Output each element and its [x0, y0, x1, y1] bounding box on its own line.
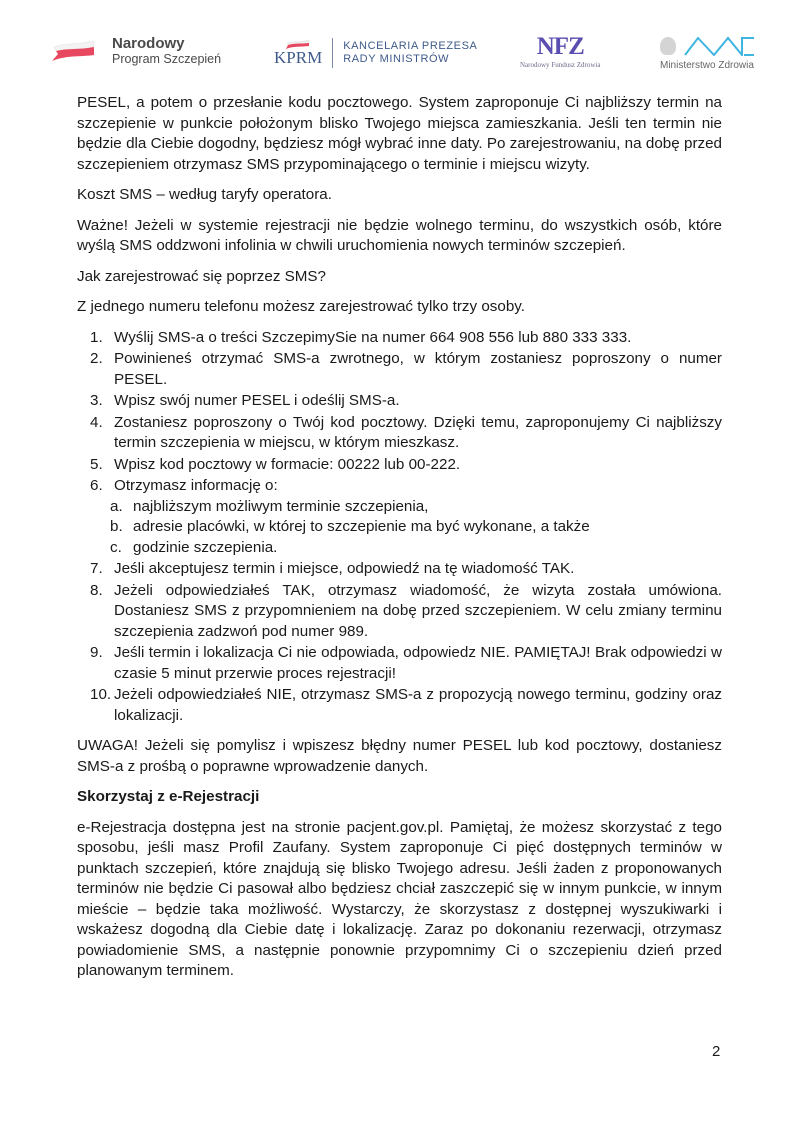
list-item: 4. Zostaniesz poproszony o Twój kod pocztowy. Dzięki temu, zaproponujemy Ci najbliższy termin szczepienia w miejscu, w którym mieszkasz. [90, 413, 722, 451]
limit-paragraph: Z jednego numeru telefonu możesz zarejestrować tylko trzy osoby. [77, 298, 525, 315]
list-item: 5. Wpisz kod pocztowy w formacie: 00222 lub 00-222. [90, 455, 461, 473]
logo-subtitle: Program Szczepień [112, 52, 222, 66]
logo-nfz [520, 34, 601, 70]
list-item: 2. Powinieneś otrzymać SMS-a zwrotnego, w którym zostaniesz poproszony o numer PESEL. [90, 350, 722, 388]
divider [332, 38, 333, 68]
logo-ministerstwo-zdrowia [660, 36, 756, 72]
document-body [77, 93, 722, 992]
logo-narodowy-program-szczepien [50, 35, 221, 67]
nfz-subtitle: Narodowy Fundusz Zdrowia [520, 61, 601, 69]
list-item: 1. Wyślij SMS-a o treści SzczepimySie na numer 664 908 556 lub 880 333 333. [90, 328, 632, 346]
sub-list-item: a. najbliższym możliwym terminie szczepienia, [110, 497, 429, 515]
list-item: 8. Jeżeli odpowiedziałeś TAK, otrzymasz wiadomość, że wizyta została umówiona. Dostaniesz SMS z przypomnieniem na dobę przed szczepieniem. W celu zmiany terminu szczepienia zadzwoń pod numer 989. [90, 581, 722, 640]
mz-subtitle: Ministerstwo Zdrowia [660, 60, 754, 71]
nfz-mark: NFZ [536, 33, 584, 60]
section-heading: Skorzystaj z e-Rejestracji [77, 788, 260, 805]
list-item: 9. Jeśli termin i lokalizacja Ci nie odpowiada, odpowiedz NIE. PAMIĘTAJ! Brak odpowiedzi w czasie 5 minut przerwie proces rejestracji! [90, 644, 722, 682]
sub-list [77, 497, 722, 559]
kprm-mark: KPRM [274, 48, 323, 67]
logo-title: Narodowy [112, 35, 185, 52]
eagle-emblem-icon [660, 37, 676, 55]
registration-steps-list [77, 328, 722, 727]
page-header [0, 0, 800, 86]
list-item: 6. Otrzymasz informację o: a. najbliższym możliwym terminie szczepienia, b. adresie placówki, w której to szczepienie ma być wykonane, a także c. godzinie szczepienia. [77, 476, 722, 558]
kprm-line-2: RADY MINISTRÓW [343, 53, 450, 65]
how-to-paragraph: Jak zarejestrować się poprzez SMS? [77, 267, 327, 285]
logo-kprm [274, 38, 477, 68]
list-item: 10. Jeżeli odpowiedziałeś NIE, otrzymasz SMS-a z propozycją nowego terminu, godziny oraz lokalizacji. [90, 686, 722, 724]
page-number: 2 [712, 1043, 721, 1060]
warning-paragraph: UWAGA! Jeżeli się pomylisz i wpiszesz błędny numer PESEL lub kod pocztowy, dostaniesz SMS-a z prośbą o poprawne wprowadzenie danych. [77, 737, 722, 775]
polish-flag-icon [50, 39, 98, 63]
important-paragraph: Ważne! Jeżeli w systemie rejestracji nie będzie wolnego terminu, do wszystkich osób, które wyślą SMS oddzwoni infolinia w chwili uruchomienia nowych terminów szczepień. [77, 216, 722, 254]
mz-zigzag-icon [684, 36, 756, 56]
kprm-line-1: KANCELARIA PREZESA [343, 40, 478, 52]
sub-list-item: c. godzinie szczepienia. [110, 538, 278, 556]
sub-list-item: b. adresie placówki, w której to szczepienie ma być wykonane, a także [110, 518, 590, 535]
cost-paragraph: Koszt SMS – według taryfy operatora. [77, 186, 332, 203]
list-item: 7. Jeśli akceptujesz termin i miejsce, odpowiedź na tę wiadomość TAK. [90, 560, 575, 577]
list-item: 3. Wpisz swój numer PESEL i odeślij SMS-a. [90, 392, 400, 409]
intro-paragraph: PESEL, a potem o przesłanie kodu pocztowego. System zaproponuje Ci najbliższy termin na szczepienie w punkcie położonym blisko Twojego miejsca zamieszkania. Jeśli ten termin nie będzie dla Ciebie dogodny, będziesz mógł wybrać inne daty. Po zarejestrowaniu, na dobę przed szczepieniem otrzymasz SMS przypominającego o terminie i miejscu wizyty. [77, 94, 722, 173]
erejestracja-paragraph: e-Rejestracja dostępna jest na stronie pacjent.gov.pl. Pamiętaj, że możesz skorzystać z tego sposobu, jeśli masz Profil Zaufany. System zaproponuje Ci pięć dostępnych terminów w punktach szczepień, które znajdują się blisko Twojego adresu. Jeśli żaden z proponowanych terminów nie będzie Ci pasował albo będziesz chciał zaszczepić się w innym punkcie, w innym mieście – będzie taka możliwość. Wystarczy, że skorzystasz z dostępnej wyszukiwarki i wskażesz dogodną dla Ciebie datę i lokalizację. Zaraz po dokonaniu rezerwacji, otrzymasz powiadomienie SMS, a następnie ponownie przypomnimy Ci o szczepieniu dzień przed planowanym terminem. [77, 818, 722, 979]
